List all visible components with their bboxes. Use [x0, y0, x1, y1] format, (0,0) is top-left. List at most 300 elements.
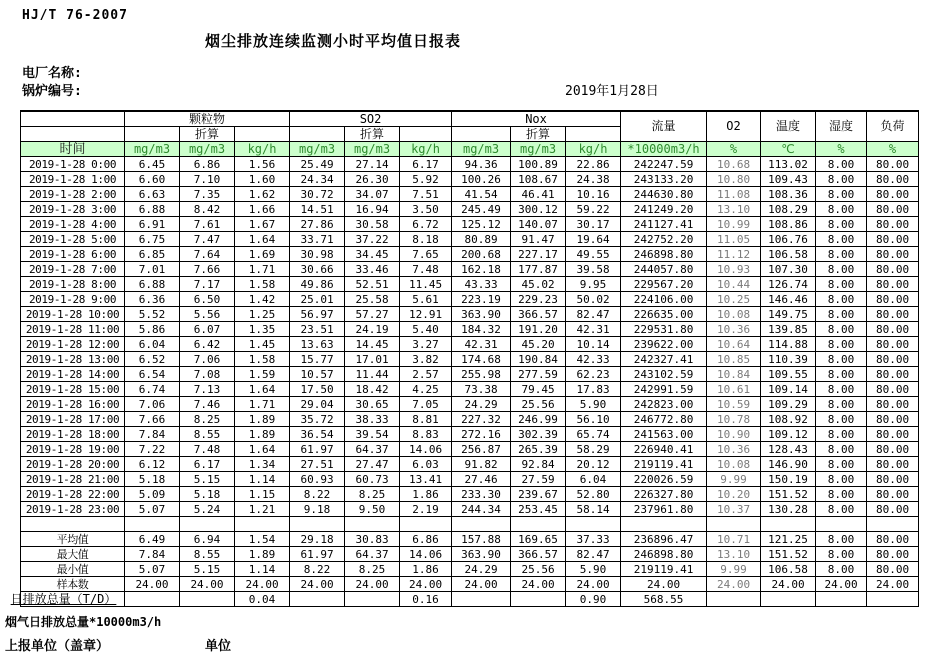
value-cell: 18.42 [345, 382, 400, 397]
table-row [21, 307, 919, 322]
value-cell: 1.71 [235, 397, 290, 412]
value-cell: 6.54 [125, 367, 180, 382]
value-cell: 24.29 [452, 397, 511, 412]
value-cell: 140.07 [511, 217, 566, 232]
summary-value-cell: 6.49 [125, 532, 180, 547]
value-cell: 9.99 [707, 472, 761, 487]
value-cell: 59.22 [566, 202, 621, 217]
value-cell: 108.92 [761, 412, 816, 427]
value-cell: 190.84 [511, 352, 566, 367]
value-cell: 11.12 [707, 247, 761, 262]
summary-value-cell: 24.00 [180, 577, 235, 592]
unit-cell: mg/m3 [511, 142, 566, 157]
value-cell: 8.00 [816, 397, 867, 412]
table-row [21, 487, 919, 502]
value-cell: 8.83 [400, 427, 452, 442]
value-cell: 226635.00 [621, 307, 707, 322]
time-cell: 2019-1-28 3:00 [21, 202, 125, 217]
value-cell: 92.84 [511, 457, 566, 472]
value-cell: 80.00 [867, 337, 919, 352]
value-cell: 113.02 [761, 157, 816, 172]
value-cell: 8.25 [345, 487, 400, 502]
group-flow: 流量 [621, 111, 707, 142]
value-cell: 10.85 [707, 352, 761, 367]
value-cell: 25.01 [290, 292, 345, 307]
daily-total-value-cell [452, 592, 511, 607]
value-cell: 9.18 [290, 502, 345, 517]
value-cell: 8.00 [816, 487, 867, 502]
value-cell: 3.50 [400, 202, 452, 217]
value-cell: 1.62 [235, 187, 290, 202]
value-cell: 146.90 [761, 457, 816, 472]
unit-label: 单位 [205, 639, 232, 654]
value-cell: 80.00 [867, 382, 919, 397]
summary-value-cell: 37.33 [566, 532, 621, 547]
value-cell: 6.12 [125, 457, 180, 472]
table-row [21, 472, 919, 487]
value-cell: 46.41 [511, 187, 566, 202]
value-cell: 1.25 [235, 307, 290, 322]
unit-cell: % [816, 142, 867, 157]
summary-value-cell: 64.37 [345, 547, 400, 562]
value-cell: 8.81 [400, 412, 452, 427]
value-cell: 246772.80 [621, 412, 707, 427]
summary-value-cell: 24.00 [707, 577, 761, 592]
value-cell: 6.75 [125, 232, 180, 247]
value-cell: 242247.59 [621, 157, 707, 172]
value-cell: 27.59 [511, 472, 566, 487]
summary-value-cell: 219119.41 [621, 562, 707, 577]
value-cell: 130.28 [761, 502, 816, 517]
value-cell: 80.00 [867, 352, 919, 367]
value-cell: 106.76 [761, 232, 816, 247]
flow-total-note: 烟气日排放总量*10000m3/h [5, 615, 162, 629]
value-cell: 80.00 [867, 232, 919, 247]
value-cell: 8.22 [290, 487, 345, 502]
value-cell: 7.48 [180, 442, 235, 457]
value-cell: 10.08 [707, 307, 761, 322]
value-cell: 5.18 [180, 487, 235, 502]
value-cell: 6.17 [180, 457, 235, 472]
blank-header-cell [21, 127, 125, 142]
value-cell: 38.33 [345, 412, 400, 427]
group-temp: 温度 [761, 111, 816, 142]
summary-value-cell: 1.86 [400, 562, 452, 577]
value-cell: 10.80 [707, 172, 761, 187]
value-cell: 245.49 [452, 202, 511, 217]
value-cell: 6.72 [400, 217, 452, 232]
value-cell: 36.54 [290, 427, 345, 442]
value-cell: 229567.20 [621, 277, 707, 292]
value-cell: 149.75 [761, 307, 816, 322]
value-cell: 1.21 [235, 502, 290, 517]
group-humidity: 湿度 [816, 111, 867, 142]
unit-cell: % [707, 142, 761, 157]
value-cell: 10.14 [566, 337, 621, 352]
value-cell: 7.13 [180, 382, 235, 397]
value-cell: 1.42 [235, 292, 290, 307]
time-cell: 2019-1-28 6:00 [21, 247, 125, 262]
value-cell: 42.31 [452, 337, 511, 352]
value-cell: 1.60 [235, 172, 290, 187]
table-row [21, 427, 919, 442]
value-cell: 10.59 [707, 397, 761, 412]
value-cell: 8.18 [400, 232, 452, 247]
value-cell: 79.45 [511, 382, 566, 397]
value-cell: 80.00 [867, 322, 919, 337]
value-cell: 3.27 [400, 337, 452, 352]
value-cell: 6.42 [180, 337, 235, 352]
value-cell: 8.25 [180, 412, 235, 427]
summary-value-cell: 7.84 [125, 547, 180, 562]
unit-cell: kg/h [400, 142, 452, 157]
value-cell: 10.08 [707, 457, 761, 472]
value-cell: 7.48 [400, 262, 452, 277]
empty-cell [816, 517, 867, 532]
empty-cell [345, 517, 400, 532]
value-cell: 7.17 [180, 277, 235, 292]
value-cell: 50.02 [566, 292, 621, 307]
value-cell: 7.61 [180, 217, 235, 232]
value-cell: 8.42 [180, 202, 235, 217]
summary-value-cell: 9.99 [707, 562, 761, 577]
value-cell: 25.49 [290, 157, 345, 172]
value-cell: 2.57 [400, 367, 452, 382]
value-cell: 6.85 [125, 247, 180, 262]
value-cell: 100.89 [511, 157, 566, 172]
value-cell: 1.58 [235, 352, 290, 367]
so2-conv-label: 折算 [345, 127, 400, 142]
value-cell: 1.64 [235, 232, 290, 247]
value-cell: 229.23 [511, 292, 566, 307]
value-cell: 42.33 [566, 352, 621, 367]
units-header-row [21, 142, 919, 157]
summary-value-cell: 80.00 [867, 562, 919, 577]
table-body [10, 157, 919, 607]
value-cell: 10.93 [707, 262, 761, 277]
value-cell: 162.18 [452, 262, 511, 277]
value-cell: 8.00 [816, 172, 867, 187]
value-cell: 7.06 [180, 352, 235, 367]
value-cell: 80.00 [867, 307, 919, 322]
table-row [21, 217, 919, 232]
empty-cell [511, 517, 566, 532]
value-cell: 10.78 [707, 412, 761, 427]
summary-value-cell: 24.00 [452, 577, 511, 592]
value-cell: 33.71 [290, 232, 345, 247]
value-cell: 6.45 [125, 157, 180, 172]
value-cell: 80.00 [867, 412, 919, 427]
value-cell: 6.60 [125, 172, 180, 187]
value-cell: 11.45 [400, 277, 452, 292]
time-cell: 2019-1-28 8:00 [21, 277, 125, 292]
table-row [21, 172, 919, 187]
value-cell: 1.14 [235, 472, 290, 487]
value-cell: 239622.00 [621, 337, 707, 352]
value-cell: 109.29 [761, 397, 816, 412]
value-cell: 27.46 [452, 472, 511, 487]
value-cell: 200.68 [452, 247, 511, 262]
value-cell: 8.00 [816, 322, 867, 337]
value-cell: 41.54 [452, 187, 511, 202]
value-cell: 34.45 [345, 247, 400, 262]
value-cell: 13.63 [290, 337, 345, 352]
value-cell: 27.51 [290, 457, 345, 472]
value-cell: 6.88 [125, 202, 180, 217]
value-cell: 6.88 [125, 277, 180, 292]
value-cell: 4.25 [400, 382, 452, 397]
value-cell: 7.47 [180, 232, 235, 247]
daily-total-value-cell: 0.90 [566, 592, 621, 607]
table-row [21, 442, 919, 457]
value-cell: 61.97 [290, 442, 345, 457]
value-cell: 233.30 [452, 487, 511, 502]
value-cell: 226327.80 [621, 487, 707, 502]
daily-total-row [21, 592, 919, 607]
table-row [21, 502, 919, 517]
value-cell: 14.45 [345, 337, 400, 352]
empty-cell [566, 517, 621, 532]
value-cell: 8.00 [816, 217, 867, 232]
value-cell: 30.17 [566, 217, 621, 232]
summary-value-cell: 1.14 [235, 562, 290, 577]
value-cell: 10.68 [707, 157, 761, 172]
value-cell: 6.07 [180, 322, 235, 337]
summary-value-cell: 157.88 [452, 532, 511, 547]
value-cell: 6.03 [400, 457, 452, 472]
time-cell: 2019-1-28 13:00 [21, 352, 125, 367]
value-cell: 220026.59 [621, 472, 707, 487]
value-cell: 1.64 [235, 442, 290, 457]
value-cell: 8.00 [816, 502, 867, 517]
value-cell: 10.64 [707, 337, 761, 352]
time-cell: 2019-1-28 11:00 [21, 322, 125, 337]
value-cell: 219119.41 [621, 457, 707, 472]
value-cell: 184.32 [452, 322, 511, 337]
value-cell: 5.52 [125, 307, 180, 322]
summary-row [21, 547, 919, 562]
value-cell: 265.39 [511, 442, 566, 457]
value-cell: 65.74 [566, 427, 621, 442]
value-cell: 35.72 [290, 412, 345, 427]
value-cell: 80.00 [867, 487, 919, 502]
value-cell: 1.59 [235, 367, 290, 382]
value-cell: 80.00 [867, 202, 919, 217]
value-cell: 24.19 [345, 322, 400, 337]
value-cell: 1.15 [235, 487, 290, 502]
daily-total-value-cell [125, 592, 180, 607]
value-cell: 80.00 [867, 457, 919, 472]
summary-value-cell: 169.65 [511, 532, 566, 547]
value-cell: 8.00 [816, 337, 867, 352]
summary-value-cell: 13.10 [707, 547, 761, 562]
summary-value-cell: 8.55 [180, 547, 235, 562]
value-cell: 33.46 [345, 262, 400, 277]
table-row [21, 337, 919, 352]
value-cell: 244057.80 [621, 262, 707, 277]
value-cell: 30.98 [290, 247, 345, 262]
time-cell: 2019-1-28 23:00 [21, 502, 125, 517]
value-cell: 10.36 [707, 442, 761, 457]
value-cell: 80.00 [867, 172, 919, 187]
summary-value-cell: 24.00 [345, 577, 400, 592]
daily-total-value-cell [761, 592, 816, 607]
value-cell: 26.30 [345, 172, 400, 187]
value-cell: 5.09 [125, 487, 180, 502]
value-cell: 8.00 [816, 382, 867, 397]
value-cell: 7.08 [180, 367, 235, 382]
unit-cell: kg/h [566, 142, 621, 157]
value-cell: 7.65 [400, 247, 452, 262]
value-cell: 56.97 [290, 307, 345, 322]
time-cell: 2019-1-28 21:00 [21, 472, 125, 487]
plant-name-label: 电厂名称: [22, 66, 82, 81]
value-cell: 8.00 [816, 367, 867, 382]
value-cell: 241127.41 [621, 217, 707, 232]
value-cell: 229531.80 [621, 322, 707, 337]
empty-cell [21, 517, 125, 532]
value-cell: 94.36 [452, 157, 511, 172]
value-cell: 1.86 [400, 487, 452, 502]
value-cell: 8.00 [816, 187, 867, 202]
value-cell: 5.56 [180, 307, 235, 322]
value-cell: 1.45 [235, 337, 290, 352]
value-cell: 80.00 [867, 472, 919, 487]
value-cell: 13.41 [400, 472, 452, 487]
daily-total-value-cell [816, 592, 867, 607]
daily-total-value-cell [867, 592, 919, 607]
value-cell: 6.86 [180, 157, 235, 172]
value-cell: 1.34 [235, 457, 290, 472]
summary-value-cell: 24.00 [290, 577, 345, 592]
blank-header-cell [21, 111, 125, 127]
table-row [21, 292, 919, 307]
value-cell: 227.17 [511, 247, 566, 262]
spacer-row [21, 517, 919, 532]
value-cell: 8.00 [816, 352, 867, 367]
value-cell: 10.90 [707, 427, 761, 442]
summary-value-cell: 24.00 [235, 577, 290, 592]
value-cell: 126.74 [761, 277, 816, 292]
empty-cell [452, 517, 511, 532]
value-cell: 5.18 [125, 472, 180, 487]
value-cell: 8.00 [816, 277, 867, 292]
value-cell: 27.47 [345, 457, 400, 472]
time-column-header: 时间 [21, 142, 125, 157]
value-cell: 8.00 [816, 202, 867, 217]
value-cell: 82.47 [566, 307, 621, 322]
summary-value-cell: 14.06 [400, 547, 452, 562]
daily-total-value-cell [511, 592, 566, 607]
value-cell: 39.58 [566, 262, 621, 277]
summary-value-cell: 80.00 [867, 547, 919, 562]
blank-header-cell [235, 127, 290, 142]
value-cell: 8.00 [816, 157, 867, 172]
value-cell: 10.16 [566, 187, 621, 202]
value-cell: 10.37 [707, 502, 761, 517]
value-cell: 8.00 [816, 307, 867, 322]
group-pm: 颗粒物 [125, 111, 290, 127]
value-cell: 17.50 [290, 382, 345, 397]
value-cell: 5.40 [400, 322, 452, 337]
value-cell: 1.58 [235, 277, 290, 292]
time-cell: 2019-1-28 1:00 [21, 172, 125, 187]
table-row [21, 382, 919, 397]
summary-value-cell: 236896.47 [621, 532, 707, 547]
table-row [21, 352, 919, 367]
value-cell: 80.00 [867, 247, 919, 262]
summary-value-cell: 246898.80 [621, 547, 707, 562]
value-cell: 6.36 [125, 292, 180, 307]
value-cell: 27.86 [290, 217, 345, 232]
value-cell: 302.39 [511, 427, 566, 442]
value-cell: 80.00 [867, 262, 919, 277]
value-cell: 17.01 [345, 352, 400, 367]
empty-cell [761, 517, 816, 532]
value-cell: 226940.41 [621, 442, 707, 457]
value-cell: 8.00 [816, 412, 867, 427]
value-cell: 255.98 [452, 367, 511, 382]
summary-value-cell: 121.25 [761, 532, 816, 547]
time-cell: 2019-1-28 17:00 [21, 412, 125, 427]
value-cell: 6.63 [125, 187, 180, 202]
time-cell: 2019-1-28 18:00 [21, 427, 125, 442]
value-cell: 30.58 [345, 217, 400, 232]
value-cell: 5.86 [125, 322, 180, 337]
table-row [21, 412, 919, 427]
value-cell: 5.07 [125, 502, 180, 517]
value-cell: 6.74 [125, 382, 180, 397]
value-cell: 146.46 [761, 292, 816, 307]
time-cell: 2019-1-28 0:00 [21, 157, 125, 172]
value-cell: 45.20 [511, 337, 566, 352]
value-cell: 243102.59 [621, 367, 707, 382]
summary-value-cell: 25.56 [511, 562, 566, 577]
time-cell: 2019-1-28 16:00 [21, 397, 125, 412]
value-cell: 58.14 [566, 502, 621, 517]
value-cell: 56.10 [566, 412, 621, 427]
summary-value-cell: 151.52 [761, 547, 816, 562]
value-cell: 151.52 [761, 487, 816, 502]
value-cell: 363.90 [452, 307, 511, 322]
value-cell: 10.84 [707, 367, 761, 382]
unit-cell: mg/m3 [180, 142, 235, 157]
table-row [21, 157, 919, 172]
blank-header-cell [290, 127, 345, 142]
time-cell: 2019-1-28 20:00 [21, 457, 125, 472]
value-cell: 14.06 [400, 442, 452, 457]
value-cell: 62.23 [566, 367, 621, 382]
time-cell: 2019-1-28 10:00 [21, 307, 125, 322]
value-cell: 15.77 [290, 352, 345, 367]
value-cell: 23.51 [290, 322, 345, 337]
summary-row [21, 577, 919, 592]
value-cell: 7.01 [125, 262, 180, 277]
value-cell: 300.12 [511, 202, 566, 217]
value-cell: 45.02 [511, 277, 566, 292]
standard-code: HJ/T 76-2007 [22, 8, 128, 23]
time-cell: 2019-1-28 15:00 [21, 382, 125, 397]
summary-value-cell: 1.89 [235, 547, 290, 562]
value-cell: 108.36 [761, 187, 816, 202]
value-cell: 91.47 [511, 232, 566, 247]
summary-value-cell: 106.58 [761, 562, 816, 577]
value-cell: 1.67 [235, 217, 290, 232]
value-cell: 2.19 [400, 502, 452, 517]
value-cell: 239.67 [511, 487, 566, 502]
daily-total-value-cell: 568.55 [621, 592, 707, 607]
value-cell: 139.85 [761, 322, 816, 337]
